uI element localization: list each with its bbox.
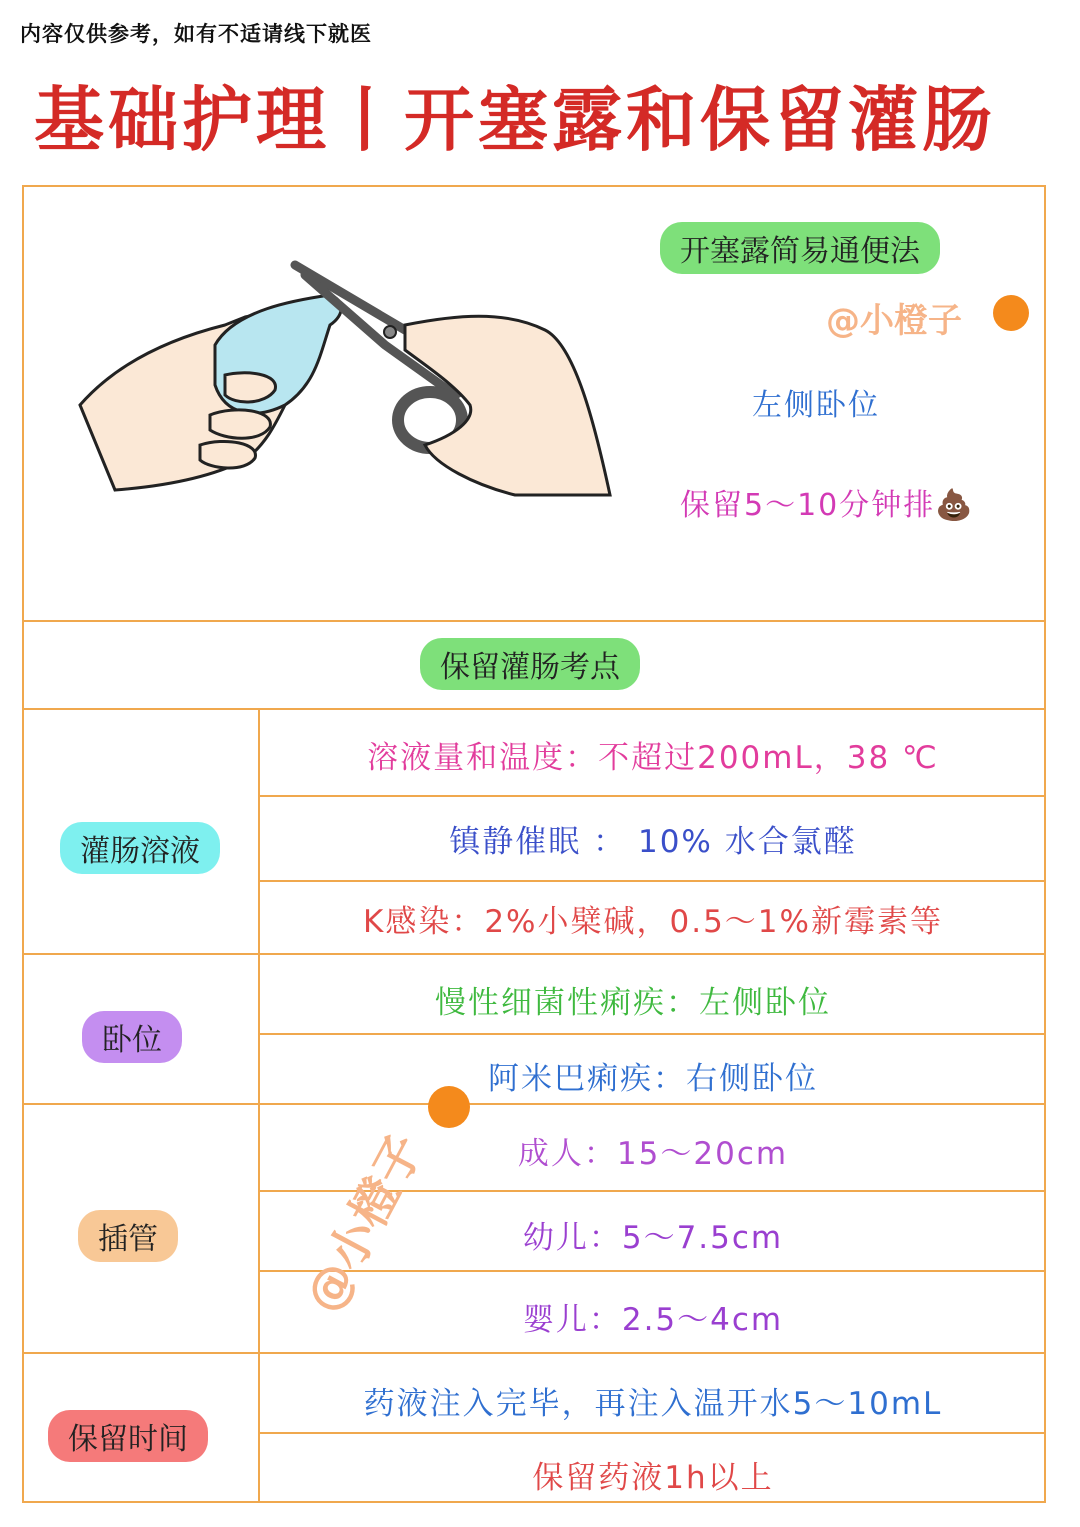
divider	[258, 1033, 1046, 1035]
retention-item-2: 保留药液1h以上	[532, 1460, 774, 1496]
divider	[22, 1352, 1046, 1354]
method-label: 开塞露简易通便法	[660, 222, 940, 274]
divider	[258, 795, 1046, 797]
orange-icon	[993, 295, 1029, 331]
watermark-center: @小橙子	[294, 1125, 435, 1322]
label-retention: 保留时间	[48, 1410, 208, 1462]
position-note: 左侧卧位	[752, 388, 880, 423]
disclaimer: 内容仅供参考，如有不适请线下就医	[20, 22, 372, 46]
enema-illustration	[75, 255, 635, 545]
divider	[22, 953, 1046, 955]
insertion-item-2: 幼儿：5～7.5cm	[522, 1220, 784, 1256]
divider	[258, 880, 1046, 882]
solution-item-2: 镇静催眠 ： 10% 水合氯醛	[449, 824, 857, 860]
divider	[258, 1270, 1046, 1272]
position-item-2: 阿米巴痢疾：右侧卧位	[488, 1061, 818, 1097]
orange-icon	[428, 1086, 470, 1128]
retain-note: 保留5～10分钟排💩	[680, 488, 975, 523]
insertion-item-3: 婴儿：2.5～4cm	[522, 1302, 784, 1338]
solution-item-1: 溶液量和温度：不超过200mL，38 ℃	[367, 740, 939, 776]
divider	[22, 708, 1046, 710]
page-title: 基础护理丨开塞露和保留灌肠	[34, 79, 996, 161]
section-header: 保留灌肠考点	[420, 638, 640, 690]
label-position: 卧位	[82, 1011, 182, 1063]
label-solution: 灌肠溶液	[60, 822, 220, 874]
retention-item-1: 药液注入完毕，再注入温开水5～10mL	[363, 1386, 943, 1422]
position-item-1: 慢性细菌性痢疾：左侧卧位	[435, 985, 831, 1021]
divider	[258, 1432, 1046, 1434]
divider	[22, 620, 1046, 622]
solution-item-3: K感染：2%小檗碱，0.5～1%新霉素等	[363, 904, 943, 940]
divider	[22, 1103, 1046, 1105]
insertion-item-1: 成人：15～20cm	[517, 1136, 789, 1172]
watermark-top: @小橙子	[826, 301, 962, 341]
label-insertion: 插管	[78, 1210, 178, 1262]
